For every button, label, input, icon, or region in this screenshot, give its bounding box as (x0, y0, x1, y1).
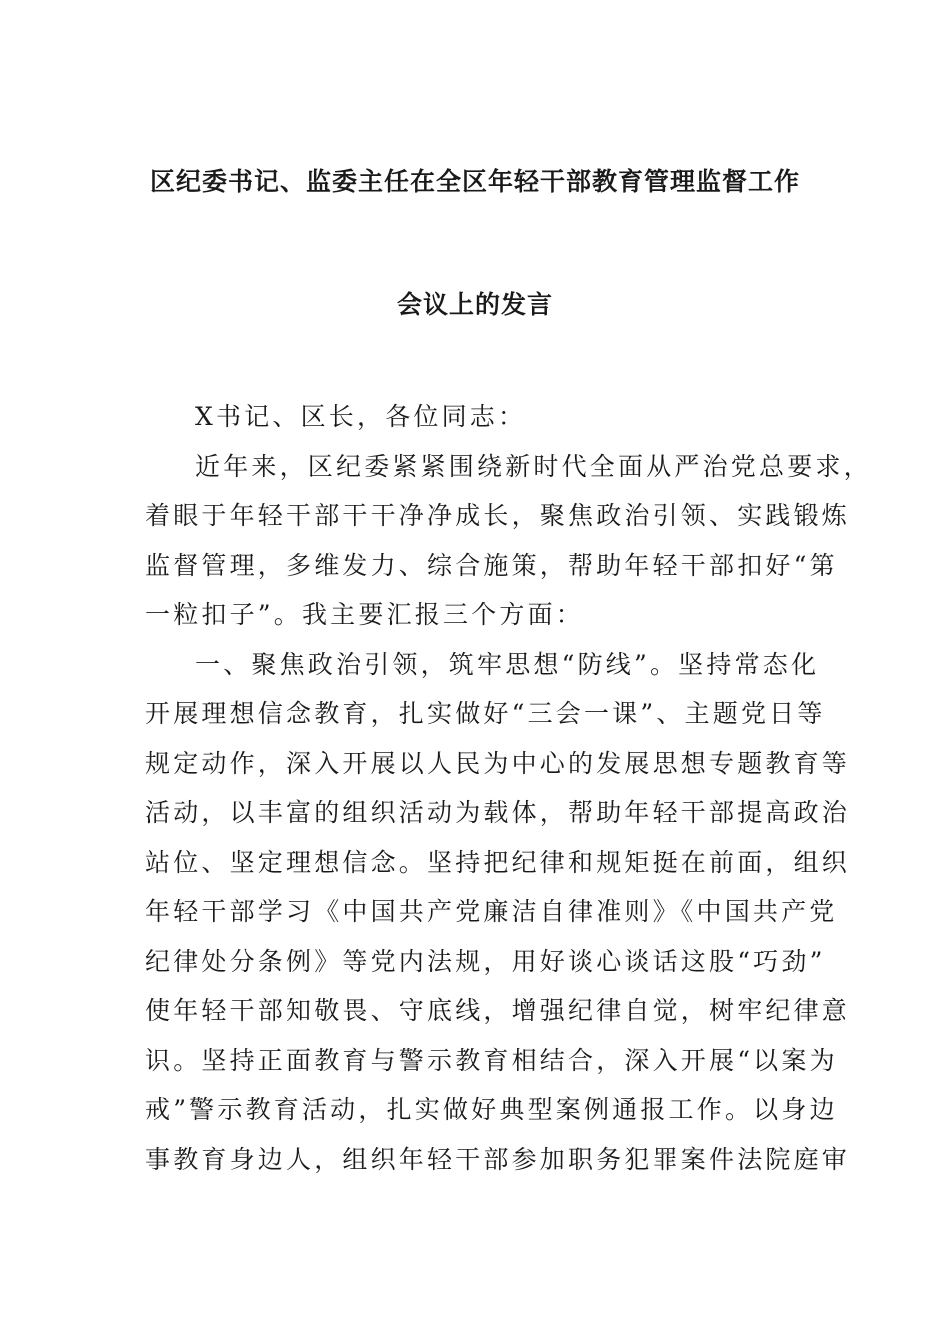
paragraph-line: 近年来，区纪委紧紧围绕新时代全面从严治党总要求， (195, 451, 872, 481)
paragraph-line: 着眼于年轻干部干干净净成长，聚焦政治引领、实践锻炼 (145, 501, 851, 530)
paragraph-line: 识。坚持正面教育与警示教育相结合，深入开展“以案为 (145, 1045, 838, 1075)
paragraph-line: 站位、坚定理想信念。坚持把纪律和规矩挺在前面，组织 (145, 847, 851, 877)
paragraph-line: 纪律处分条例》等党内法规，用好谈心谈话这股“巧劲” (145, 946, 826, 976)
paragraph-line: 开展理想信念教育，扎实做好“三会一课”、主题党日等 (145, 699, 826, 728)
paragraph-line: 监督管理，多维发力、综合施策，帮助年轻干部扣好“第 (145, 550, 838, 580)
paragraph-line: 一粒扣子”。我主要汇报三个方面： (145, 600, 584, 629)
paragraph-line: 戒”警示教育活动，扎实做好典型案例通报工作。以身边 (145, 1095, 838, 1124)
document-body (145, 392, 872, 1184)
paragraph-line: 事教育身边人，组织年轻干部参加职务犯罪案件法院庭审 (145, 1144, 851, 1174)
paragraph-line: 一、聚焦政治引领，筑牢思想“防线”。坚持常态化 (195, 649, 820, 679)
paragraph-line: 使年轻干部知敬畏、守底线，增强纪律自觉，树牢纪律意 (145, 996, 851, 1025)
salutation: X书记、区长，各位同志： (195, 402, 527, 431)
paragraph-line: 活动，以丰富的组织活动为载体，帮助年轻干部提高政治 (145, 798, 851, 827)
document-title-line-2: 会议上的发言 (396, 290, 553, 319)
document-title-line-1: 区纪委书记、监委主任在全区年轻干部教育管理监督工作 (149, 167, 800, 196)
paragraph-line: 规定动作，深入开展以人民为中心的发展思想专题教育等 (145, 748, 851, 778)
paragraph-line: 年轻干部学习《中国共产党廉洁自律准则》《中国共产党 (145, 897, 838, 926)
